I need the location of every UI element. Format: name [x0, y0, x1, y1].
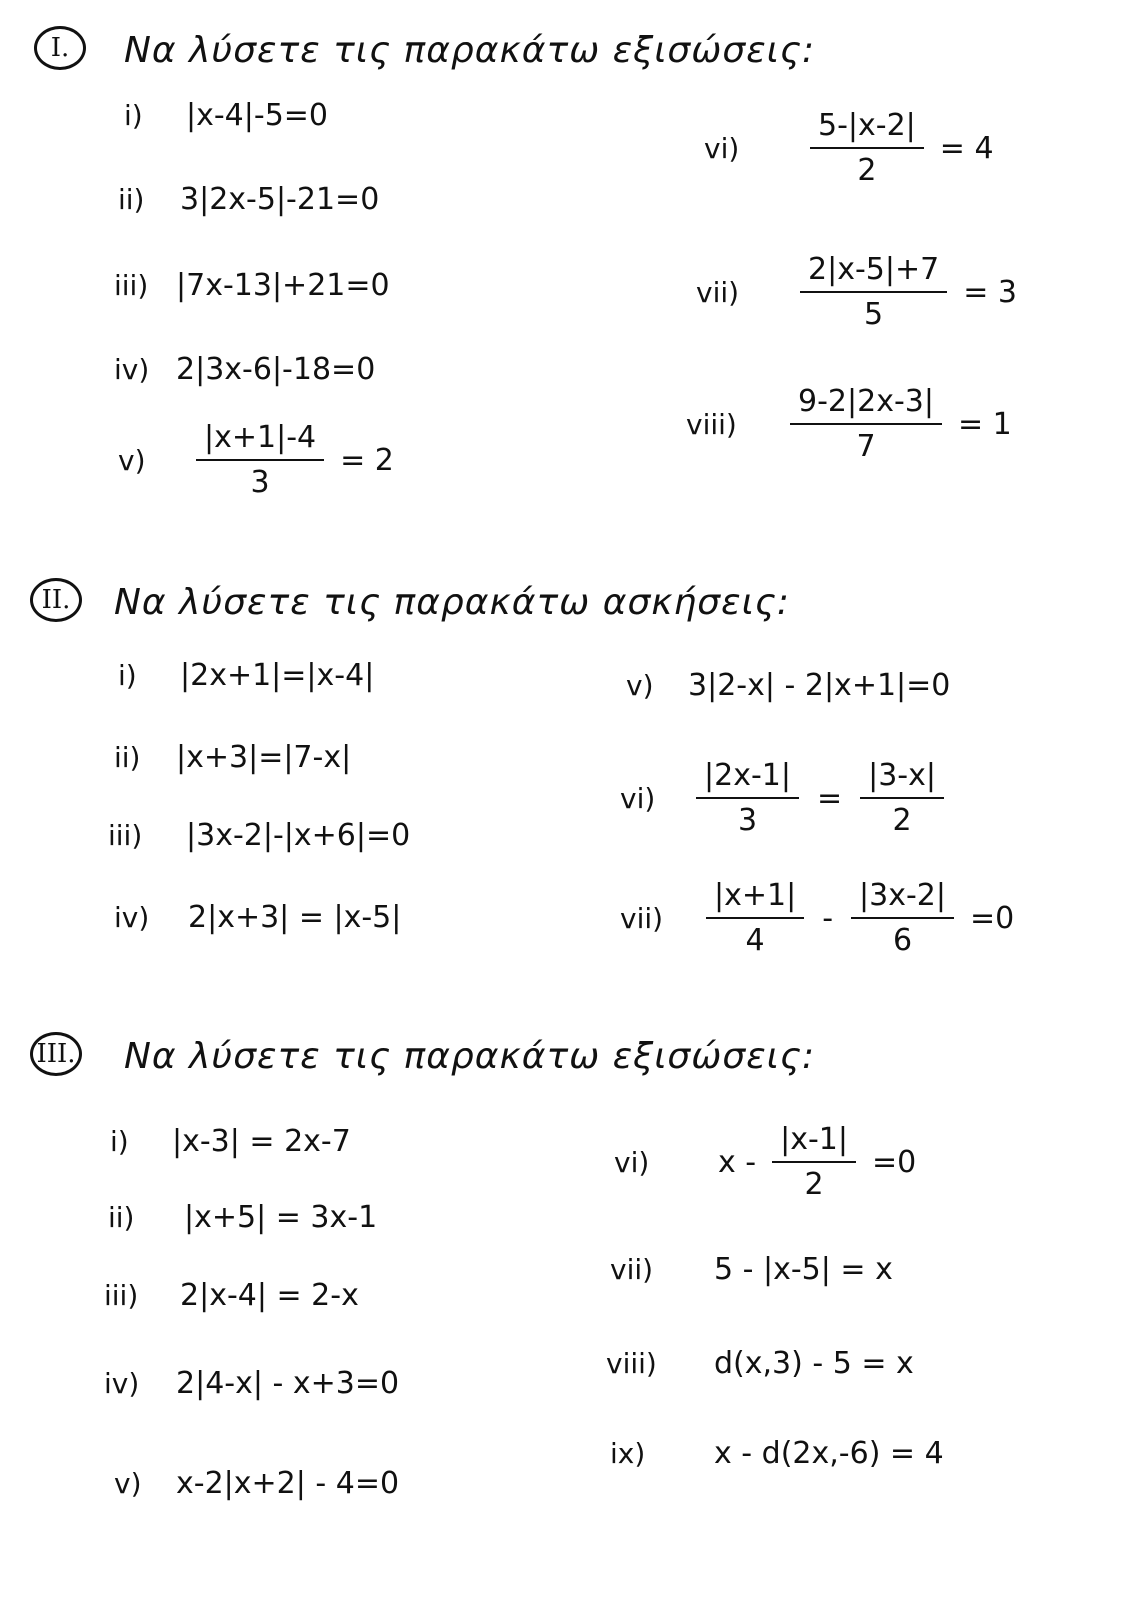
item-label: vi) — [614, 1145, 650, 1179]
equation-item — [124, 98, 328, 133]
item-label: i) — [110, 1125, 129, 1158]
equation: |2x+1|=|x-4| — [180, 658, 375, 693]
numerator: |3-x| — [860, 758, 944, 799]
numerator: |3x-2| — [851, 878, 954, 919]
numerator: |x-1| — [772, 1122, 856, 1163]
equation-item — [614, 1122, 916, 1202]
equation: 3|2-x| - 2|x+1|=0 — [688, 668, 951, 703]
item-label: v) — [114, 1467, 142, 1500]
equation-item — [696, 252, 1017, 332]
denominator: 4 — [745, 923, 765, 958]
equation-item — [114, 352, 375, 387]
fraction — [772, 1122, 856, 1202]
fraction — [790, 384, 942, 464]
right-hand-side: = 3 — [963, 274, 1017, 310]
item-label: vii) — [696, 275, 740, 309]
item-label: ix) — [610, 1437, 646, 1470]
equation-item — [686, 384, 1012, 464]
item-label: iii) — [108, 819, 143, 852]
equation-item — [108, 1200, 377, 1235]
equation-item — [114, 900, 401, 935]
fraction — [810, 108, 924, 188]
equation: |x+3|=|7-x| — [176, 740, 352, 775]
equation: 2|3x-6|-18=0 — [176, 352, 376, 387]
item-label: iv) — [104, 1367, 140, 1400]
numerator: |x+1|-4 — [196, 420, 324, 461]
item-label: vi) — [704, 131, 740, 165]
equation: |x-3| = 2x-7 — [172, 1124, 351, 1159]
equation-item — [118, 420, 394, 500]
equation: |3x-2|-|x+6|=0 — [186, 818, 411, 853]
equation: 5 - |x-5| = x — [714, 1252, 893, 1287]
item-label: ii) — [118, 183, 145, 216]
item-label: viii) — [606, 1347, 657, 1380]
item-label: vii) — [620, 901, 664, 935]
equation: |x+5| = 3x-1 — [184, 1200, 378, 1235]
item-label: ii) — [114, 741, 141, 774]
right-hand-side: = 2 — [340, 442, 394, 478]
equation-item — [626, 668, 950, 703]
equation-item — [610, 1436, 944, 1471]
denominator: 7 — [856, 429, 876, 464]
equation-item — [104, 1278, 359, 1313]
equation: x - d(2x,-6) = 4 — [714, 1436, 944, 1471]
fraction — [706, 878, 804, 958]
denominator: 2 — [804, 1167, 824, 1202]
numerator: |2x-1| — [696, 758, 799, 799]
fraction — [696, 758, 799, 838]
equation-item — [118, 182, 379, 217]
section-number-1: I. — [34, 26, 86, 70]
denominator: 3 — [250, 465, 270, 500]
equation: |7x-13|+21=0 — [176, 268, 390, 303]
denominator: 5 — [864, 297, 884, 332]
equation: 2|4-x| - x+3=0 — [176, 1366, 400, 1401]
equation-item — [114, 1466, 399, 1501]
item-label: iii) — [114, 269, 149, 302]
equation-item — [114, 740, 351, 775]
equation: 2|x+3| = |x-5| — [188, 900, 402, 935]
equation: d(x,3) - 5 = x — [714, 1346, 914, 1381]
section-number-3: III. — [30, 1032, 82, 1076]
equation-item — [704, 108, 994, 188]
equation-item — [610, 1252, 893, 1287]
numerator: 9-2|2x-3| — [790, 384, 942, 425]
denominator: 3 — [737, 803, 758, 838]
item-label: vii) — [610, 1253, 654, 1286]
right-hand-side: = 4 — [939, 130, 994, 166]
equation-item — [104, 1366, 399, 1401]
item-label: i) — [124, 99, 143, 132]
equation-item — [606, 1346, 914, 1381]
section-title-1: Να λύσετε τις παρακάτω εξισώσεις: — [124, 30, 816, 71]
equation-item — [108, 818, 410, 853]
equation-item — [118, 658, 374, 693]
equation: 2|x-4| = 2-x — [180, 1278, 359, 1313]
denominator: 2 — [857, 153, 877, 188]
item-label: iv) — [114, 901, 150, 934]
equation-item — [620, 878, 1014, 958]
prefix: x - — [718, 1144, 757, 1180]
equation: x-2|x+2| - 4=0 — [176, 1466, 400, 1501]
item-label: iv) — [114, 353, 150, 386]
right-hand-side: =0 — [872, 1144, 917, 1180]
equation-item — [114, 268, 390, 303]
fraction — [800, 252, 947, 332]
numerator: 5-|x-2| — [810, 108, 924, 149]
item-label: i) — [118, 659, 137, 692]
denominator: 6 — [892, 923, 913, 958]
equation: 3|2x-5|-21=0 — [180, 182, 380, 217]
equation: |x-4|-5=0 — [186, 98, 329, 133]
right-hand-side: =0 — [970, 900, 1015, 936]
item-label: iii) — [104, 1279, 139, 1312]
fraction — [860, 758, 944, 838]
numerator: 2|x-5|+7 — [800, 252, 947, 293]
fraction — [851, 878, 954, 958]
denominator: 2 — [892, 803, 912, 838]
equation-item — [620, 758, 944, 838]
item-label: viii) — [686, 407, 737, 441]
operator: - — [822, 900, 834, 936]
right-hand-side: = 1 — [957, 406, 1012, 442]
item-label: v) — [626, 669, 654, 702]
item-label: ii) — [108, 1201, 135, 1234]
operator: = — [816, 780, 843, 816]
fraction — [196, 420, 324, 500]
item-label: v) — [118, 443, 146, 477]
item-label: vi) — [620, 781, 656, 815]
equation-item — [110, 1124, 351, 1159]
section-title-3: Να λύσετε τις παρακάτω εξισώσεις: — [124, 1036, 816, 1077]
numerator: |x+1| — [706, 878, 804, 919]
section-number-2: II. — [30, 578, 82, 622]
section-title-2: Να λύσετε τις παρακάτω ασκήσεις: — [114, 582, 791, 623]
